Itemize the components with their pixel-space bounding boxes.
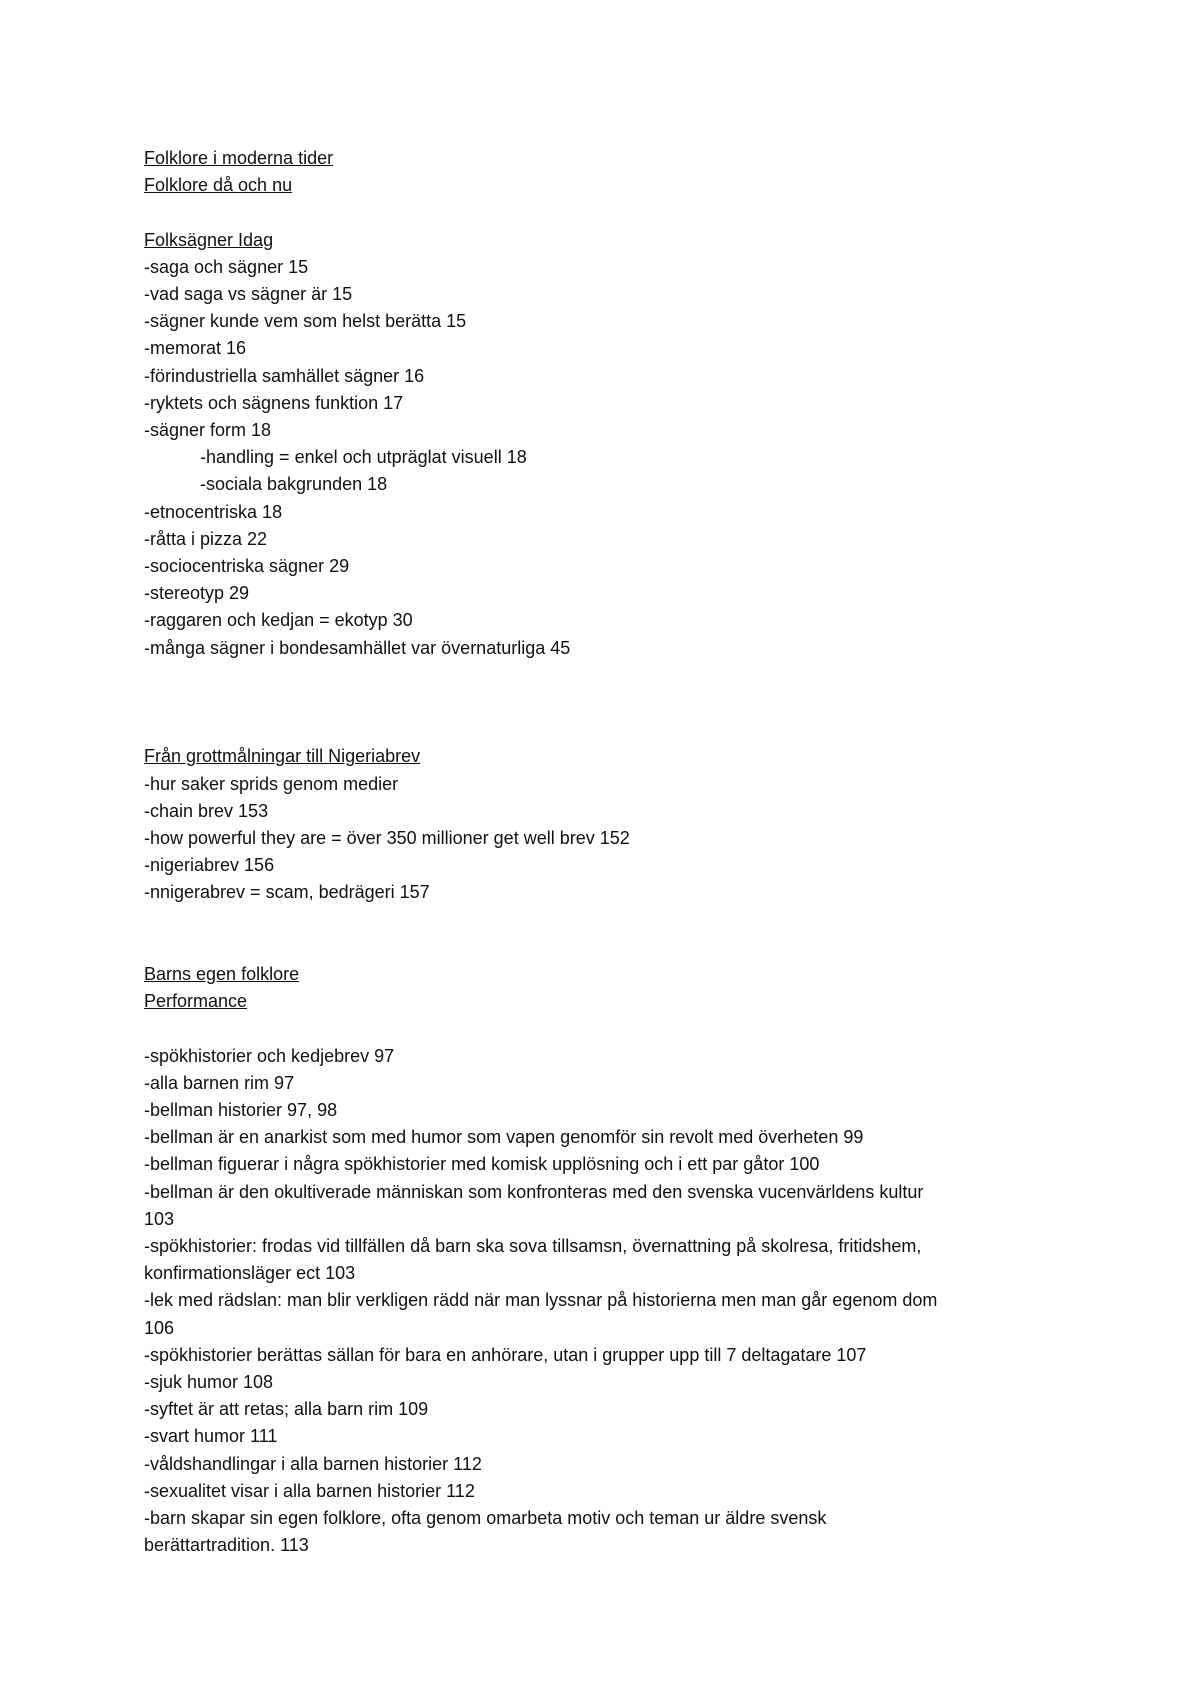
list-subitem: -handling = enkel och utpräglat visuell 18 bbox=[200, 447, 527, 468]
list-item: -how powerful they are = över 350 millioner get well brev 152 bbox=[144, 828, 630, 849]
list-subitem: -sociala bakgrunden 18 bbox=[200, 474, 388, 495]
list-item: -spökhistorier: frodas vid tillfällen då barn ska sova tillsamsn, övernattning på skolresa, fritidshem, bbox=[144, 1236, 922, 1257]
list-item: -spökhistorier berättas sällan för bara en anhörare, utan i grupper upp till 7 deltagatare 107 bbox=[144, 1344, 867, 1365]
list-item: -alla barnen rim 97 bbox=[144, 1072, 295, 1093]
document-subtitle: Folklore då och nu bbox=[144, 175, 293, 196]
list-item: -bellman är den okultiverade människan som konfronteras med den svenska vucenvärldens kultur bbox=[144, 1181, 924, 1202]
list-item: -syftet är att retas; alla barn rim 109 bbox=[144, 1399, 429, 1420]
list-item: -raggaren och kedjan = ekotyp 30 bbox=[144, 610, 413, 631]
list-item: -sexualitet visar i alla barnen historier 112 bbox=[144, 1480, 475, 1501]
list-item: -råtta i pizza 22 bbox=[144, 528, 268, 549]
list-item: -svart humor 111 bbox=[144, 1426, 278, 1447]
list-item-continuation: konfirmationsläger ect 103 bbox=[144, 1263, 356, 1284]
blank-line bbox=[144, 1015, 1084, 1042]
list-item: -sociocentriska sägner 29 bbox=[144, 556, 350, 577]
list-item: -bellman figuerar i några spökhistorier med komisk upplösning och i ett par gåtor 100 bbox=[144, 1154, 820, 1175]
list-item: -saga och sägner 15 bbox=[144, 256, 309, 277]
list-item-continuation: 106 bbox=[144, 1317, 175, 1338]
list-item: -bellman historier 97, 98 bbox=[144, 1100, 338, 1121]
list-item: -sägner form 18 bbox=[144, 420, 272, 441]
list-item: -förindustriella samhället sägner 16 bbox=[144, 365, 425, 386]
list-item: -vad saga vs sägner är 15 bbox=[144, 284, 353, 304]
list-item-continuation: 103 bbox=[144, 1208, 175, 1229]
list-item: -chain brev 153 bbox=[144, 800, 269, 821]
list-item: -bellman är en anarkist som med humor som vapen genomför sin revolt med överheten 99 bbox=[144, 1127, 864, 1148]
list-item: -ryktets och sägnens funktion 17 bbox=[144, 392, 404, 413]
blank-lines bbox=[144, 907, 1084, 961]
list-item: -nnigerabrev = scam, bedrägeri 157 bbox=[144, 882, 430, 903]
section-heading-folksagner: Folksägner Idag bbox=[144, 229, 274, 250]
list-item: -sjuk humor 108 bbox=[144, 1372, 274, 1393]
list-item: -spökhistorier och kedjebrev 97 bbox=[144, 1045, 395, 1066]
list-item: -många sägner i bondesamhället var övernaturliga 45 bbox=[144, 637, 571, 658]
list-item: -hur saker sprids genom medier bbox=[144, 773, 399, 794]
list-item: -etnocentriska 18 bbox=[144, 501, 283, 522]
document-title: Folklore i moderna tider bbox=[144, 148, 334, 168]
list-item: -sägner kunde vem som helst berätta 15 bbox=[144, 311, 467, 332]
document-body bbox=[144, 145, 1084, 1560]
blank-lines bbox=[144, 662, 1084, 744]
section-heading-performance: Performance bbox=[144, 991, 248, 1012]
list-item-continuation: berättartradition. 113 bbox=[144, 1535, 309, 1556]
list-item: -stereotyp 29 bbox=[144, 583, 250, 604]
list-item: -nigeriabrev 156 bbox=[144, 855, 275, 876]
section-heading-nigeriabrev: Från grottmålningar till Nigeriabrev bbox=[144, 746, 421, 767]
blank-line bbox=[144, 199, 1084, 226]
section-heading-barns-folklore: Barns egen folklore bbox=[144, 964, 300, 985]
list-item: -barn skapar sin egen folklore, ofta genom omarbeta motiv och teman ur äldre svensk bbox=[144, 1508, 827, 1529]
list-item: -våldshandlingar i alla barnen historier 112 bbox=[144, 1453, 482, 1474]
list-item: -lek med rädslan: man blir verkligen rädd när man lyssnar på historierna men man går egenom dom bbox=[144, 1290, 938, 1311]
list-item: -memorat 16 bbox=[144, 338, 247, 359]
